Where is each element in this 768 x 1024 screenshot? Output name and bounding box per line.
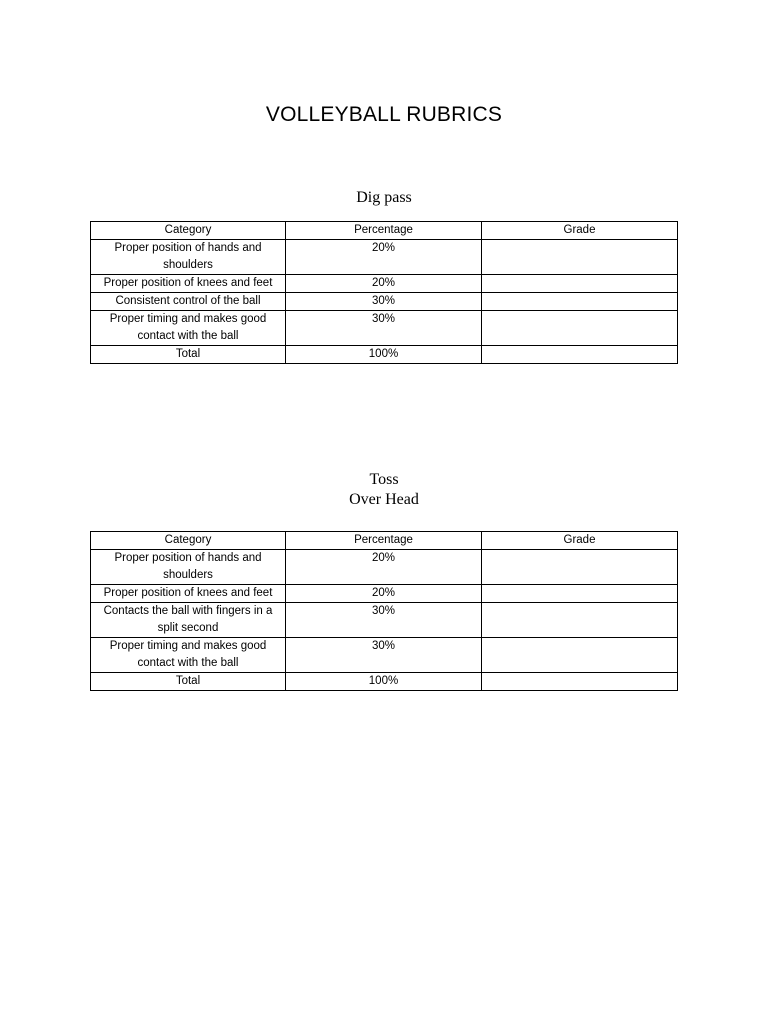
- table-header-row: [91, 222, 678, 240]
- percentage-cell: 20%: [286, 240, 482, 275]
- grade-cell[interactable]: [482, 311, 678, 346]
- percentage-cell: 20%: [286, 275, 482, 293]
- section-title-dig-pass: [0, 188, 768, 208]
- category-cell: Contacts the ball with fingers in a split second: [91, 603, 286, 638]
- header-percentage: Percentage: [286, 532, 482, 550]
- section-title-toss-over-head: [0, 470, 768, 510]
- category-cell: Proper timing and makes good contact with the ball: [91, 638, 286, 673]
- percentage-cell: 20%: [286, 550, 482, 585]
- percentage-cell: 100%: [286, 346, 482, 364]
- header-percentage: Percentage: [286, 222, 482, 240]
- grade-cell[interactable]: [482, 240, 678, 275]
- category-cell: Proper position of hands and shoulders: [91, 550, 286, 585]
- table-row: [91, 638, 678, 673]
- category-cell: Proper timing and makes good contact with the ball: [91, 311, 286, 346]
- header-category: Category: [91, 532, 286, 550]
- header-category: Category: [91, 222, 286, 240]
- header-grade: Grade: [482, 532, 678, 550]
- percentage-cell: 30%: [286, 293, 482, 311]
- category-cell: Total: [91, 673, 286, 691]
- percentage-cell: 30%: [286, 638, 482, 673]
- grade-cell[interactable]: [482, 293, 678, 311]
- grade-cell[interactable]: [482, 585, 678, 603]
- dig-pass-rubric-table: [90, 221, 678, 364]
- table-row-total: [91, 346, 678, 364]
- category-cell: Consistent control of the ball: [91, 293, 286, 311]
- percentage-cell: 30%: [286, 603, 482, 638]
- page-title: VOLLEYBALL RUBRICS: [265, 103, 503, 126]
- table-row: [91, 293, 678, 311]
- grade-cell[interactable]: [482, 638, 678, 673]
- percentage-cell: 30%: [286, 311, 482, 346]
- toss-over-head-rubric-table: [90, 531, 678, 691]
- percentage-cell: 20%: [286, 585, 482, 603]
- table-header-row: [91, 532, 678, 550]
- header-grade: Grade: [482, 222, 678, 240]
- category-cell: Proper position of knees and feet: [91, 585, 286, 603]
- grade-cell[interactable]: [482, 603, 678, 638]
- category-cell: Proper position of knees and feet: [91, 275, 286, 293]
- table-row: [91, 311, 678, 346]
- category-cell: Proper position of hands and shoulders: [91, 240, 286, 275]
- category-cell: Total: [91, 346, 286, 364]
- percentage-cell: 100%: [286, 673, 482, 691]
- section-title-line: Toss: [369, 471, 399, 488]
- grade-cell[interactable]: [482, 550, 678, 585]
- table-row: [91, 275, 678, 293]
- table-row: [91, 550, 678, 585]
- grade-cell[interactable]: [482, 275, 678, 293]
- table-row: [91, 240, 678, 275]
- grade-cell[interactable]: [482, 346, 678, 364]
- grade-cell[interactable]: [482, 673, 678, 691]
- table-row: [91, 603, 678, 638]
- table-row-total: [91, 673, 678, 691]
- section-title-line: Dig pass: [356, 189, 412, 206]
- section-title-line: Over Head: [349, 491, 419, 508]
- table-row: [91, 585, 678, 603]
